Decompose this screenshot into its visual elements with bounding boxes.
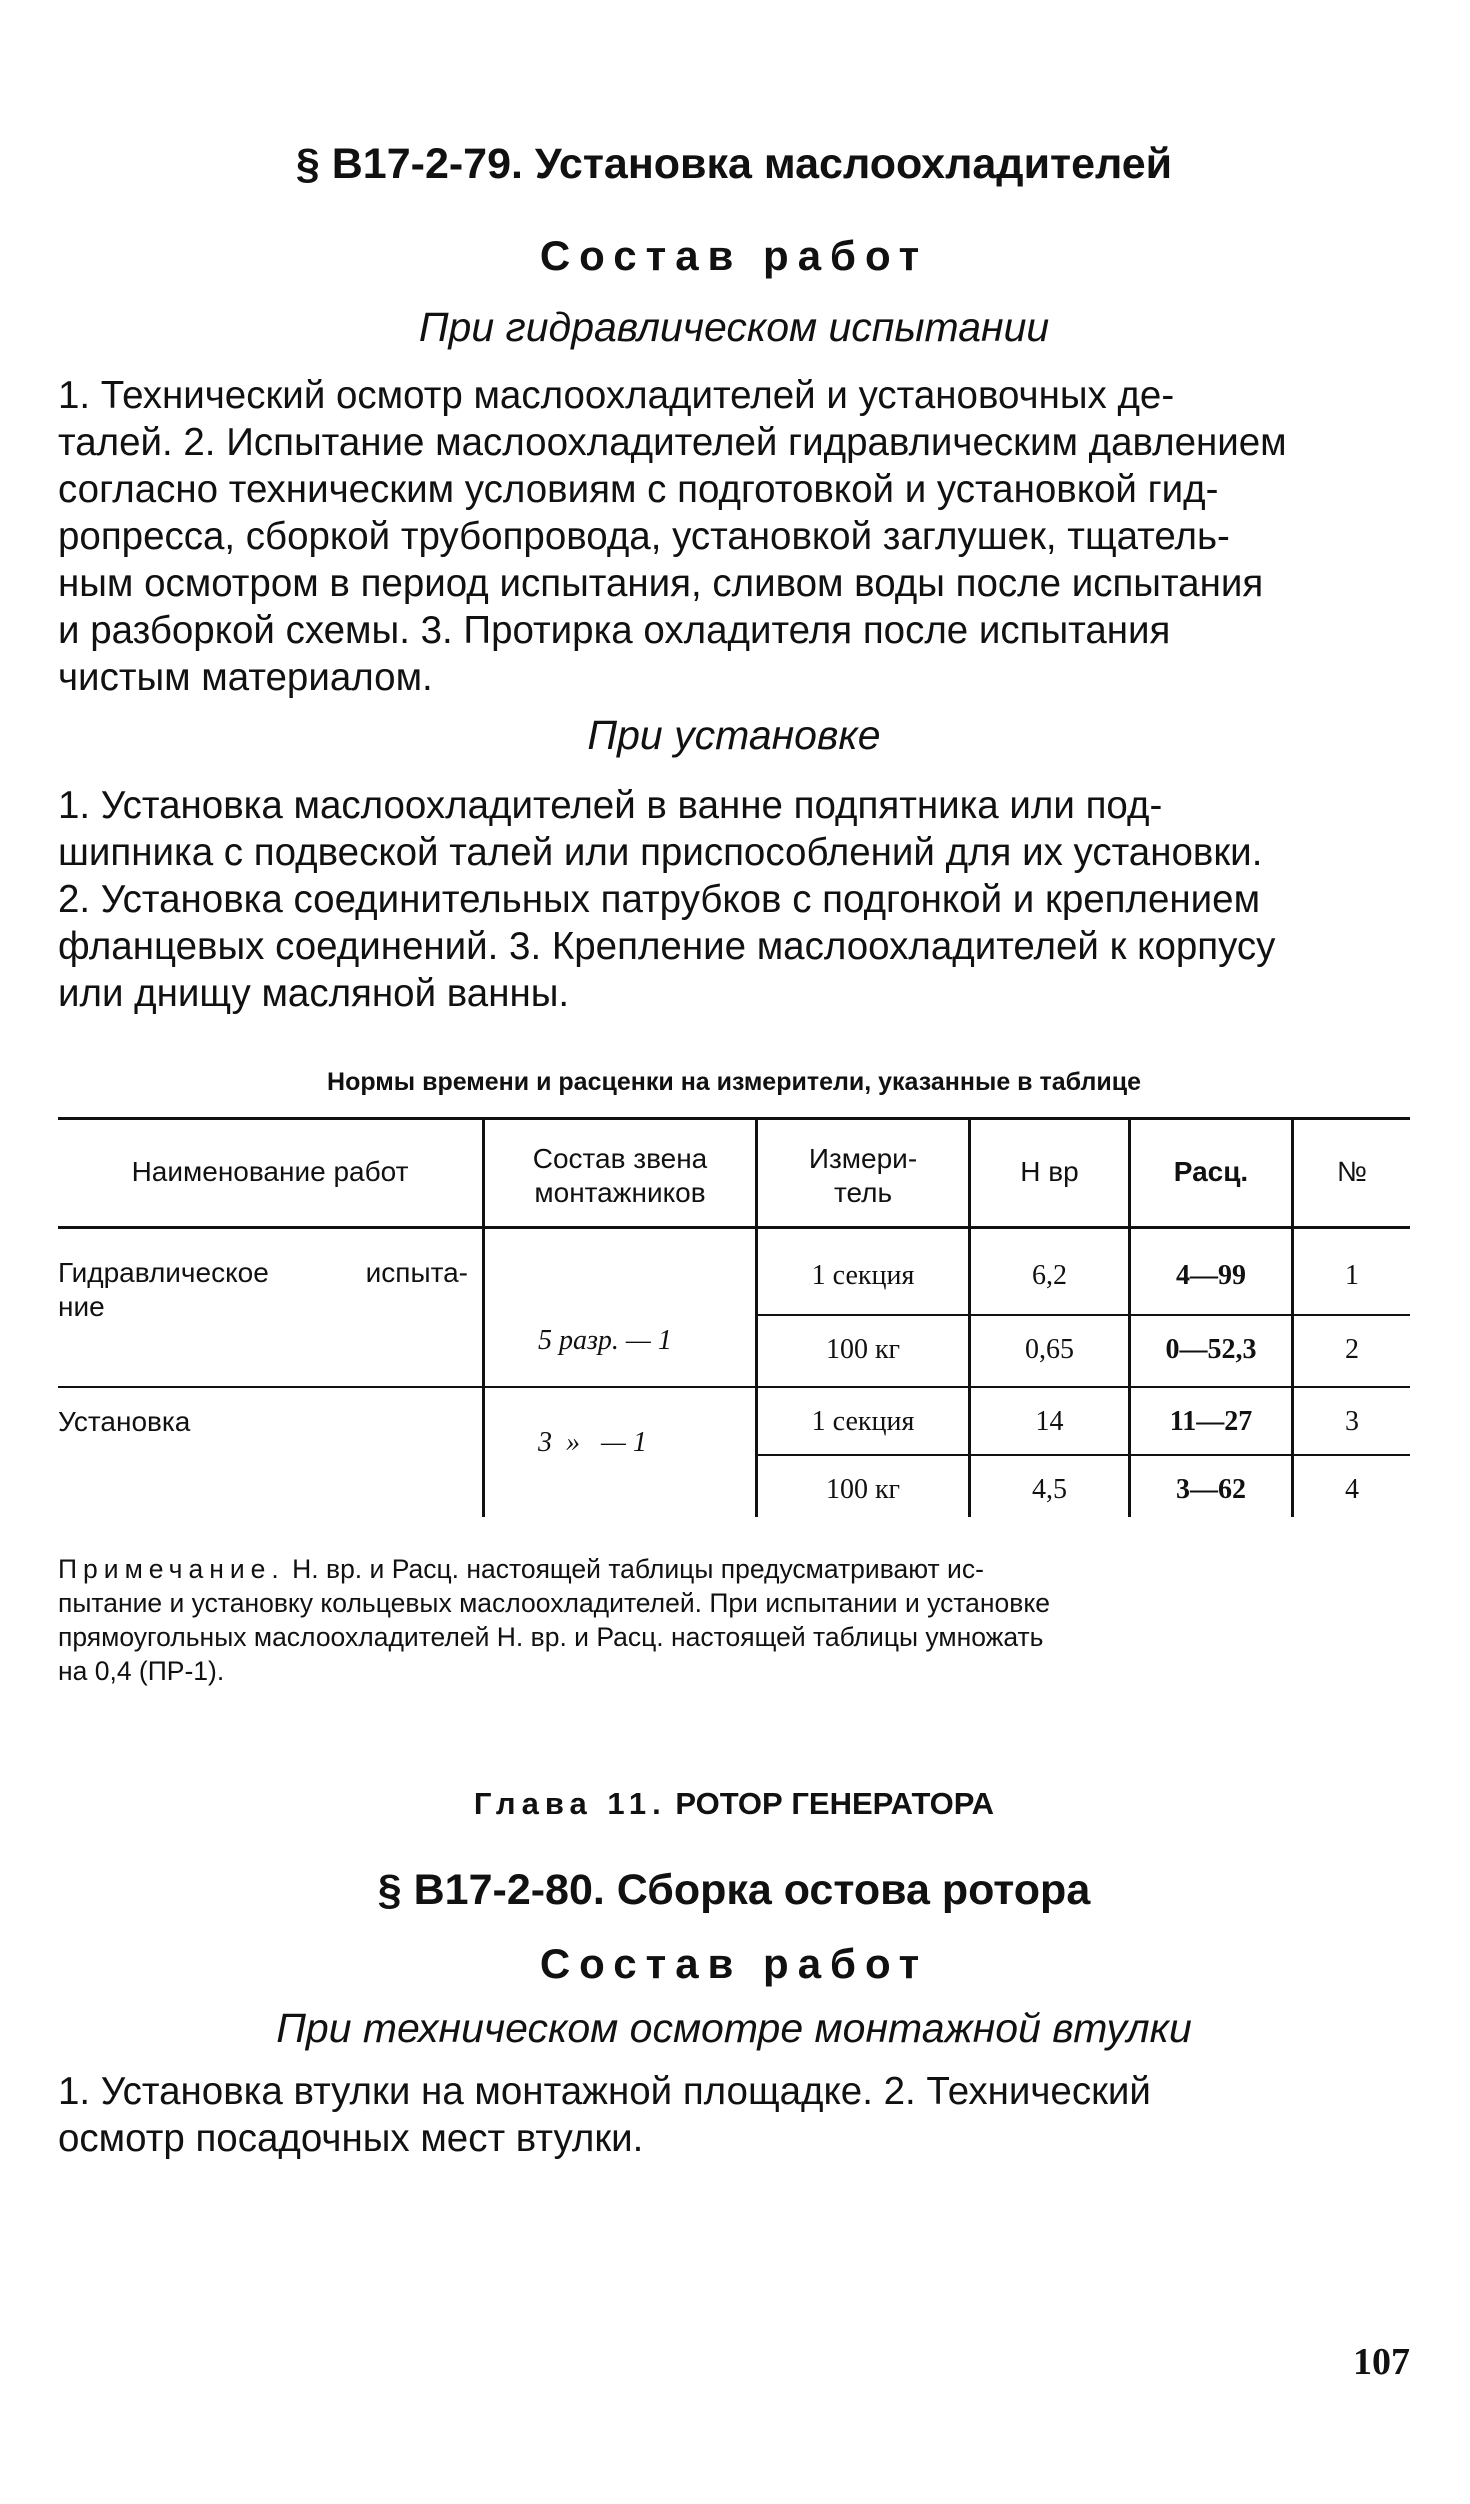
paragraph-line: ным осмотром в период испытания, сливом воды после испытания [58, 562, 1264, 605]
paragraph-line: талей. 2. Испытание маслоохладителей гидравлическим давлением [58, 421, 1287, 464]
paragraph-line: или днищу масляной ванны. [58, 972, 570, 1015]
no-cell: 2 [1345, 1334, 1359, 1365]
paragraph-line: фланцевых соединений. 3. Крепление маслоохладителей к корпусу [58, 925, 1276, 968]
composition-heading: Состав работ [539, 232, 929, 279]
header-hvr: Н вр [1020, 1156, 1079, 1187]
crew-line: 5 разр. — 1 [538, 1325, 672, 1356]
paragraph-line: согласно техническим условиям с подготовкой и установкой гид- [58, 468, 1219, 511]
table-row-rule [755, 1314, 1410, 1316]
meter-cell: 1 секция [811, 1406, 915, 1437]
section-title: § В17-2-79. Установка маслоохладителей [295, 140, 1173, 188]
paragraph-line: шипника с подвеской талей или приспособлений для их установки. [58, 831, 1263, 874]
paragraph-line: чистым материалом. [58, 656, 433, 699]
meter-cell: 1 секция [811, 1260, 915, 1291]
header-meter [758, 1142, 968, 1210]
note-line: на 0,4 (ПР-1). [58, 1656, 225, 1686]
no-cell: 1 [1345, 1260, 1359, 1291]
chapter-label: Глава 11. [473, 1786, 667, 1821]
hvr-cell: 4,5 [1032, 1474, 1067, 1505]
note-line [58, 1552, 1410, 1586]
paragraph-line: осмотр посадочных мест втулки. [58, 2117, 644, 2160]
rate-cell: 11—27 [1169, 1406, 1253, 1437]
composition-heading: Состав работ [539, 1940, 929, 1987]
sleeve-subheading: При техническом осмотре монтажной втулки [276, 2005, 1192, 2051]
chapter-title: РОТОР ГЕНЕРАТОРА [675, 1786, 995, 1821]
note-label: Примечание. [58, 1554, 285, 1584]
paragraph-line: ропресса, сборкой трубопровода, установкой заглушек, тщатель- [58, 515, 1230, 558]
work-hydraulic [58, 1256, 468, 1324]
table-header-rule [58, 1226, 1410, 1229]
work-install: Установка [58, 1406, 191, 1437]
table-top-rule [58, 1117, 1410, 1120]
installation-subheading: При установке [587, 712, 881, 758]
section-title: § В17-2-80. Сборка остова ротора [377, 1866, 1091, 1914]
chapter-heading [58, 1786, 1410, 1822]
crew-composition [538, 1256, 738, 1528]
header-crew-line: монтажников [534, 1177, 706, 1208]
table-row-rule [755, 1454, 1410, 1456]
hvr-cell: 0,65 [1025, 1334, 1074, 1365]
paragraph-line: 1. Установка втулки на монтажной площадке. 2. Технический [58, 2070, 1151, 2113]
hvr-cell: 14 [1035, 1406, 1064, 1437]
no-cell: 3 [1345, 1406, 1359, 1437]
note-line: пытание и установку кольцевых маслоохладителей. При испытании и установке [58, 1588, 1050, 1618]
rate-cell: 4—99 [1176, 1260, 1246, 1291]
rate-cell: 0—52,3 [1165, 1334, 1257, 1365]
header-no: № [1336, 1156, 1368, 1187]
hvr-cell: 6,2 [1032, 1260, 1067, 1291]
table-caption: Нормы времени и расценки на измерители, указанные в таблице [327, 1068, 1141, 1096]
no-cell: 4 [1345, 1474, 1359, 1505]
header-crew [485, 1142, 755, 1210]
crew-line: 3 » — 1 [538, 1427, 647, 1458]
paragraph-line: 2. Установка соединительных патрубков с подгонкой и креплением [58, 878, 1261, 921]
header-name: Наименование работ [131, 1156, 409, 1187]
rate-cell: 3—62 [1176, 1474, 1246, 1505]
header-crew-line: Состав звена [532, 1143, 708, 1174]
page-number: 107 [1353, 2341, 1410, 2383]
hydraulic-subheading: При гидравлическом испытании [418, 304, 1050, 350]
work-hydraulic-line: Гидравлическое испыта- [58, 1257, 468, 1288]
note-line: прямоугольных маслоохладителей Н. вр. и Расц. настоящей таблицы умножать [58, 1622, 1044, 1652]
paragraph-line: 1. Установка маслоохладителей в ванне подпятника или под- [58, 784, 1163, 827]
paragraph-line: и разборкой схемы. 3. Протирка охладителя после испытания [58, 609, 1171, 652]
header-rate: Расц. [1173, 1156, 1249, 1187]
meter-cell: 100 кг [825, 1474, 901, 1505]
work-hydraulic-line: ние [58, 1291, 105, 1322]
header-meter-line: тель [833, 1177, 893, 1208]
meter-cell: 100 кг [825, 1334, 901, 1365]
note-text: Н. вр. и Расц. настоящей таблицы предусматривают ис- [292, 1554, 984, 1584]
paragraph-line: 1. Технический осмотр маслоохладителей и установочных де- [58, 374, 1175, 417]
header-meter-line: Измери- [808, 1143, 918, 1174]
